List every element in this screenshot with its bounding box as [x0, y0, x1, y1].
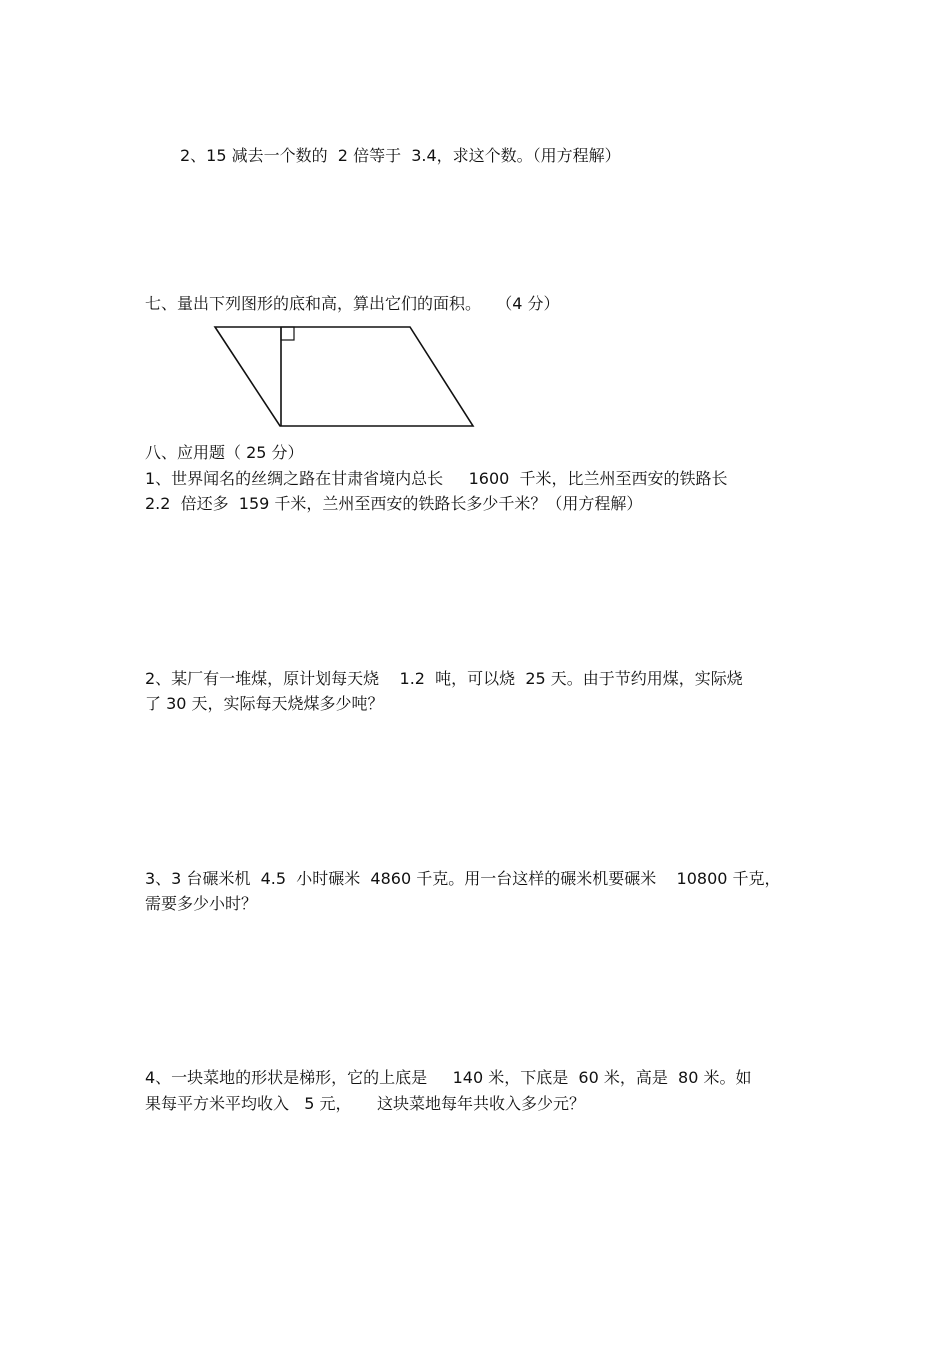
parallelogram-outline [215, 327, 473, 426]
section8-heading: 八、应用题（ 25 分） [145, 443, 304, 462]
app-question-2-line-2: 了 30 天，实际每天烧煤多少吨？ [145, 694, 384, 713]
parallelogram-figure [210, 322, 480, 432]
app-question-2-line-1: 2、某厂有一堆煤，原计划每天烧 1.2 吨，可以烧 25 天。由于节约用煤，实际烧 [145, 669, 743, 688]
app-question-3-line-1: 3、3 台碾米机 4.5 小时碾米 4860 千克。用一台这样的碾米机要碾米 10800 千克， [145, 869, 781, 888]
app-question-1-line-1: 1、世界闻名的丝绸之路在甘肃省境内总长 1600 千米，比兰州至西安的铁路长 [145, 469, 728, 488]
app-question-4-line-2: 果每平方米平均收入 5 元， 这块菜地每年共收入多少元？ [145, 1094, 585, 1113]
section7-heading: 七、量出下列图形的底和高，算出它们的面积。 （4 分） [145, 294, 560, 313]
app-question-3-line-2: 需要多少小时？ [145, 894, 258, 913]
app-question-4-line-1: 4、一块菜地的形状是梯形，它的上底是 140 米，下底是 60 米，高是 80 米。如 [145, 1068, 752, 1087]
app-question-1-line-2: 2.2 倍还多 159 千米，兰州至西安的铁路长多少千米？（用方程解） [145, 494, 643, 513]
section6-question-2: 2、15 减去一个数的 2 倍等于 3.4，求这个数。（用方程解） [180, 146, 621, 165]
right-angle-mark [281, 327, 294, 340]
